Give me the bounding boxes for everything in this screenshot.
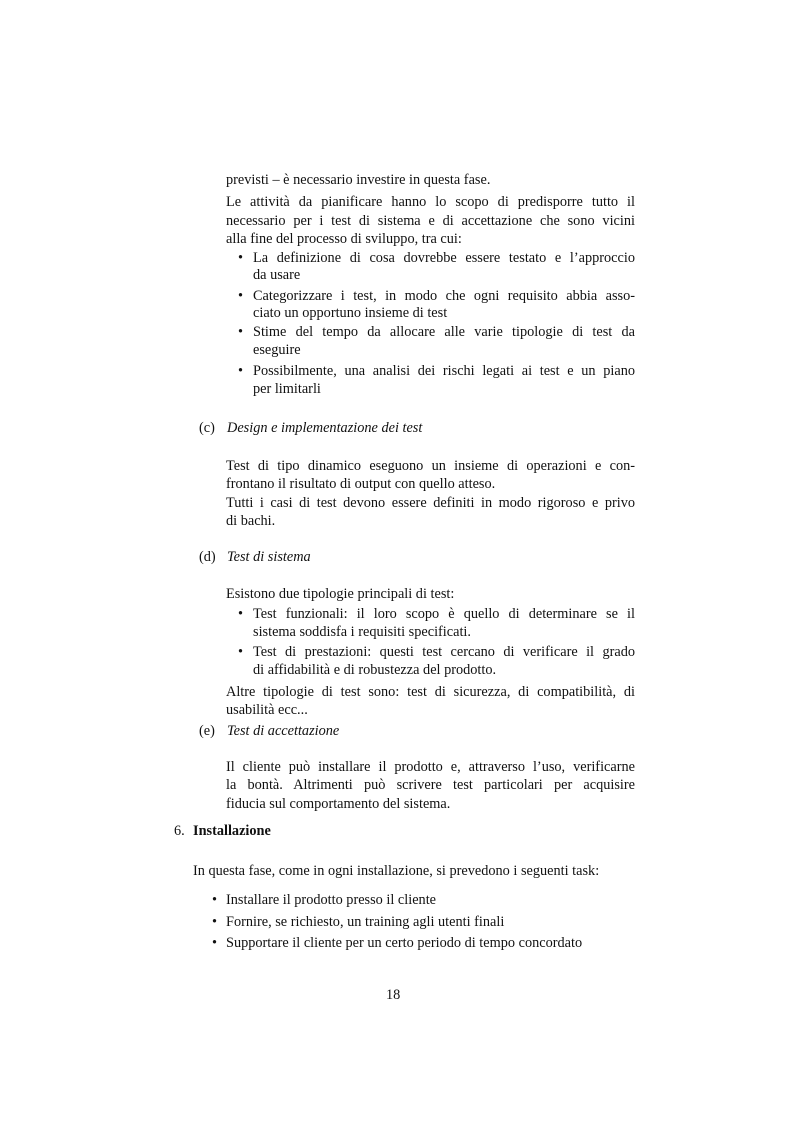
list-item-line: eseguire — [253, 342, 301, 358]
text-line: di bachi. — [226, 513, 276, 529]
text-line: Tutti i casi di test devono essere definiti in modo rigoroso e privo — [226, 495, 635, 511]
item-title: Test di sistema — [227, 549, 311, 565]
text-line: fiducia sul comportamento del sistema. — [226, 796, 451, 812]
text-line: alla fine del processo di sviluppo, tra cui: — [226, 231, 462, 247]
text-line: Test di tipo dinamico eseguono un insieme di operazioni e con- — [226, 458, 635, 474]
text-line: usabilità ecc... — [226, 702, 308, 718]
item-title: Design e implementazione dei test — [227, 420, 423, 436]
bullet-icon: • — [238, 250, 244, 266]
bullet-icon: • — [238, 644, 244, 660]
text-line: In questa fase, come in ogni installazione, si prevedono i seguenti task: — [193, 863, 600, 879]
item-label: (e) — [199, 723, 215, 739]
text-line: previsti – è necessario investire in questa fase. — [226, 172, 491, 188]
item-title: Test di accettazione — [227, 723, 340, 739]
list-item-line: Possibilmente, una analisi dei rischi legati ai test e un piano — [253, 363, 635, 379]
text-line: Il cliente può installare il prodotto e, attraverso l’uso, verificarne — [226, 759, 635, 775]
item-label: (d) — [199, 549, 216, 565]
list-item-line: Test funzionali: il loro scopo è quello di determinare se il — [253, 606, 635, 622]
bullet-icon: • — [212, 914, 218, 930]
list-item: Fornire, se richiesto, un training agli utenti finali — [226, 914, 505, 930]
bullet-icon: • — [238, 324, 244, 340]
list-item: Supportare il cliente per un certo periodo di tempo concordato — [226, 935, 583, 951]
list-item-line: sistema soddisfa i requisiti specificati. — [253, 624, 471, 640]
section-number: 6. — [174, 823, 185, 839]
list-item-line: Categorizzare i test, in modo che ogni requisito abbia asso- — [253, 288, 635, 304]
text-line: Le attività da pianificare hanno lo scopo di predisporre tutto il — [226, 194, 635, 210]
bullet-icon: • — [238, 288, 244, 304]
text-line: la bontà. Altrimenti può scrivere test particolari per acquisire — [226, 777, 635, 793]
list-item-line: Stime del tempo da allocare alle varie tipologie di test da — [253, 324, 635, 340]
bullet-icon: • — [238, 363, 244, 379]
list-item-line: Test di prestazioni: questi test cercano di verificare il grado — [253, 644, 635, 660]
text-line: Esistono due tipologie principali di test: — [226, 586, 455, 602]
bullet-icon: • — [238, 606, 244, 622]
list-item-line: ciato un opportuno insieme di test — [253, 305, 448, 321]
list-item-line: per limitarli — [253, 381, 321, 397]
text-line: necessario per i test di sistema e di accettazione che sono vicini — [226, 213, 635, 229]
bullet-icon: • — [212, 892, 218, 908]
list-item-line: di affidabilità e di robustezza del prodotto. — [253, 662, 497, 678]
list-item: Installare il prodotto presso il cliente — [226, 892, 437, 908]
list-item-line: da usare — [253, 267, 301, 283]
page-number: 18 — [386, 987, 401, 1003]
text-line: Altre tipologie di test sono: test di sicurezza, di compatibilità, di — [226, 684, 635, 700]
list-item-line: La definizione di cosa dovrebbe essere testato e l’approccio — [253, 250, 635, 266]
item-label: (c) — [199, 420, 215, 436]
bullet-icon: • — [212, 935, 218, 951]
section-title: Installazione — [193, 823, 271, 839]
text-line: frontano il risultato di output con quello atteso. — [226, 476, 496, 492]
